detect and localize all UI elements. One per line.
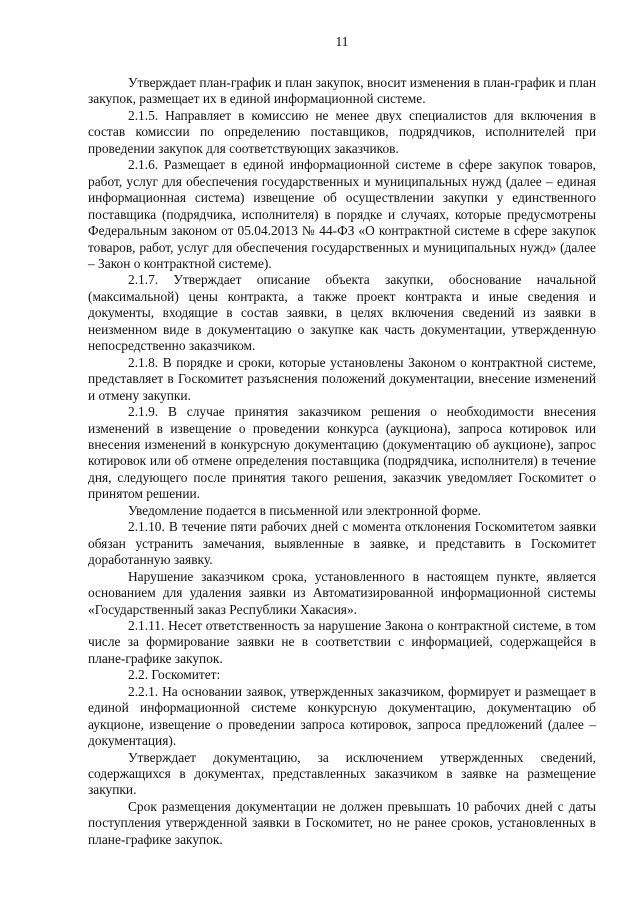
paragraph-2-1-6: 2.1.6. Размещает в единой информационной системе в сфере закупок товаров, работ, услуг для обеспечения государственных и муниципальных нужд (далее – единая информационная система) извещение об осуществлении закупки у единственного поставщика (подрядчика, исполнителя) в порядке и случаях, которые предусмотрены Федеральным законом от 05.04.2013 № 44-ФЗ «О контрактной системе в сфере закупок товаров, работ, услуг для обеспечения государственных и муниципальных нужд» (далее – Закон о контрактной системе). [88,157,596,271]
paragraph-2-1-7: 2.1.7. Утверждает описание объекта закупки, обоснование начальной (максимальной) цены контракта, а также проект контракта и иные сведения и документы, входящие в состав заявки, в целях включения сведений из заявки в неизменном виде в документацию о закупке как часть документации, утвержденную непосредственно заказчиком. [88,272,596,354]
paragraph-2-1-8: 2.1.8. В порядке и сроки, которые установлены Законом о контрактной системе, представляет в Госкомитет разъяснения положений документации, внесение изменений и отмену закупки. [88,354,596,403]
paragraph-placement-term: Срок размещения документации не должен превышать 10 рабочих дней с даты поступления утвержденной заявки в Госкомитет, но не ранее сроков, установленных в плане-графике закупок. [88,798,596,847]
paragraph-deadline-violation: Нарушение заказчиком срока, установленного в настоящем пункте, является основанием для удаления заявки из Автоматизированной информационной системы «Государственный заказ Республики Хакасия». [88,568,596,617]
paragraph-plan-schedule: Утверждает план-график и план закупок, вносит изменения в план-график и план закупок, размещает их в единой информационной системе. [88,75,596,107]
paragraph-approves-documentation: Утверждает документацию, за исключением утвержденных сведений, содержащихся в документах, представленных заказчиком в заявке на размещение закупки. [88,749,596,798]
paragraph-notification-form: Уведомление подается в письменной или электронной форме. [128,502,482,518]
page-number: 11 [335,34,349,49]
paragraph-2-1-9: 2.1.9. В случае принятия заказчиком решения о необходимости внесения изменений в извещение о проведении конкурса (аукциона), запроса котировок или внесения изменений в конкурсную документацию (документацию об аукционе), запрос котировок или об отмене определения поставщика (подрядчика, исполнителя) в течение дня, следующего после принятия такого решения, заказчик уведомляет Госкомитет о принятом решении. [88,404,596,502]
paragraph-2-1-11: 2.1.11. Несет ответственность за нарушение Закона о контрактной системе, в том числе за формирование заявки не в соответствии с информацией, содержащейся в плане-графике закупок. [88,617,596,666]
paragraph-2-1-5: 2.1.5. Направляет в комиссию не менее двух специалистов для включения в состав комиссии по определению поставщиков, подрядчиков, исполнителей при проведении закупок для соответствующих заказчиков. [88,107,596,156]
document-body [88,75,596,848]
paragraph-2-2-1: 2.2.1. На основании заявок, утвержденных заказчиком, формирует и размещает в единой информационной системе конкурсную документацию, документацию об аукционе, извещение о проведении запроса котировок, запроса предложений (далее – документация). [88,683,596,749]
paragraph-2-2-heading: 2.2. Госкомитет: [128,667,221,683]
paragraph-2-1-10: 2.1.10. В течение пяти рабочих дней с момента отклонения Госкомитетом заявки обязан устранить замечания, выявленные в заявке, и представить в Госкомитет доработанную заявку. [88,519,596,568]
